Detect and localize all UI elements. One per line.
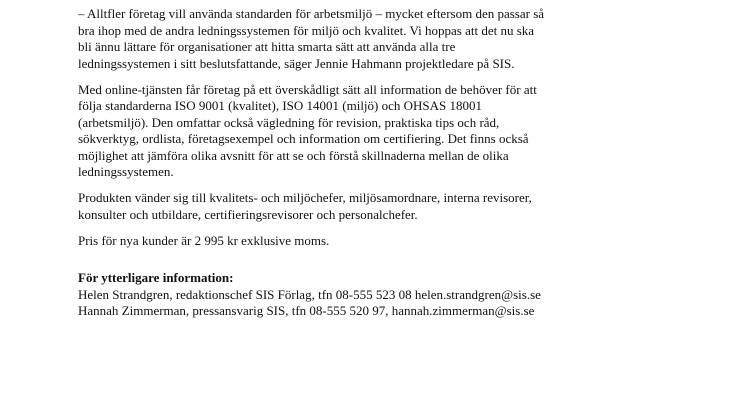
text-line: Med online-tjänsten får företag på ett överskådligt sätt all information de behöver för att [78, 81, 537, 97]
quote-paragraph [78, 6, 638, 72]
text-line: bra ihop med de andra ledningssystemen för miljö och kvalitet. Vi hoppas att det nu ska [78, 22, 535, 38]
text-line: ledningssystemen i sitt beslutsfattande, säger Jennie Hahmann projektledare på SIS. [78, 55, 515, 71]
audience-paragraph [78, 190, 638, 223]
text-line: konsulter och utbildare, certifieringsrevisorer och personalchefer. [78, 206, 418, 222]
text-line: – Alltfler företag vill använda standarden för arbetsmiljö – mycket eftersom den passar så [78, 6, 545, 21]
text-line: möjlighet att jämföra olika avsnitt för att se och förstå skillnaderna mellan de olika [78, 147, 509, 163]
document-page [78, 6, 638, 320]
price-paragraph [78, 233, 638, 250]
price-line: Pris för nya kunder är 2 995 kr exklusive moms. [78, 232, 330, 248]
text-line: bli ännu lättare för organisationer att hitta smarta sätt att använda alla tre [78, 39, 456, 54]
contact-heading: För ytterligare information: [78, 270, 234, 285]
text-line: (arbetsmiljö). Den omfattar också vägledning för revision, praktiska tips och råd, [78, 114, 500, 130]
contact-line: Hannah Zimmerman, pressansvarig SIS, tfn 08-555 520 97, hannah.zimmerman@sis.se [78, 303, 535, 318]
text-line: sökverktyg, ordlista, företagsexempel och information om certifiering. Det finns också [78, 131, 529, 146]
contact-block [78, 270, 638, 320]
service-description-paragraph [78, 82, 638, 181]
contact-line: Helen Strandgren, redaktionschef SIS Förlag, tfn 08-555 523 08 helen.strandgren@sis.se [78, 286, 541, 302]
text-line: Produkten vänder sig till kvalitets- och miljöchefer, miljösamordnare, interna revisorer, [78, 190, 532, 205]
text-line: ledningssystemen. [78, 164, 174, 179]
text-line: följa standarderna ISO 9001 (kvalitet), ISO 14001 (miljö) och OHSAS 18001 [78, 98, 483, 113]
